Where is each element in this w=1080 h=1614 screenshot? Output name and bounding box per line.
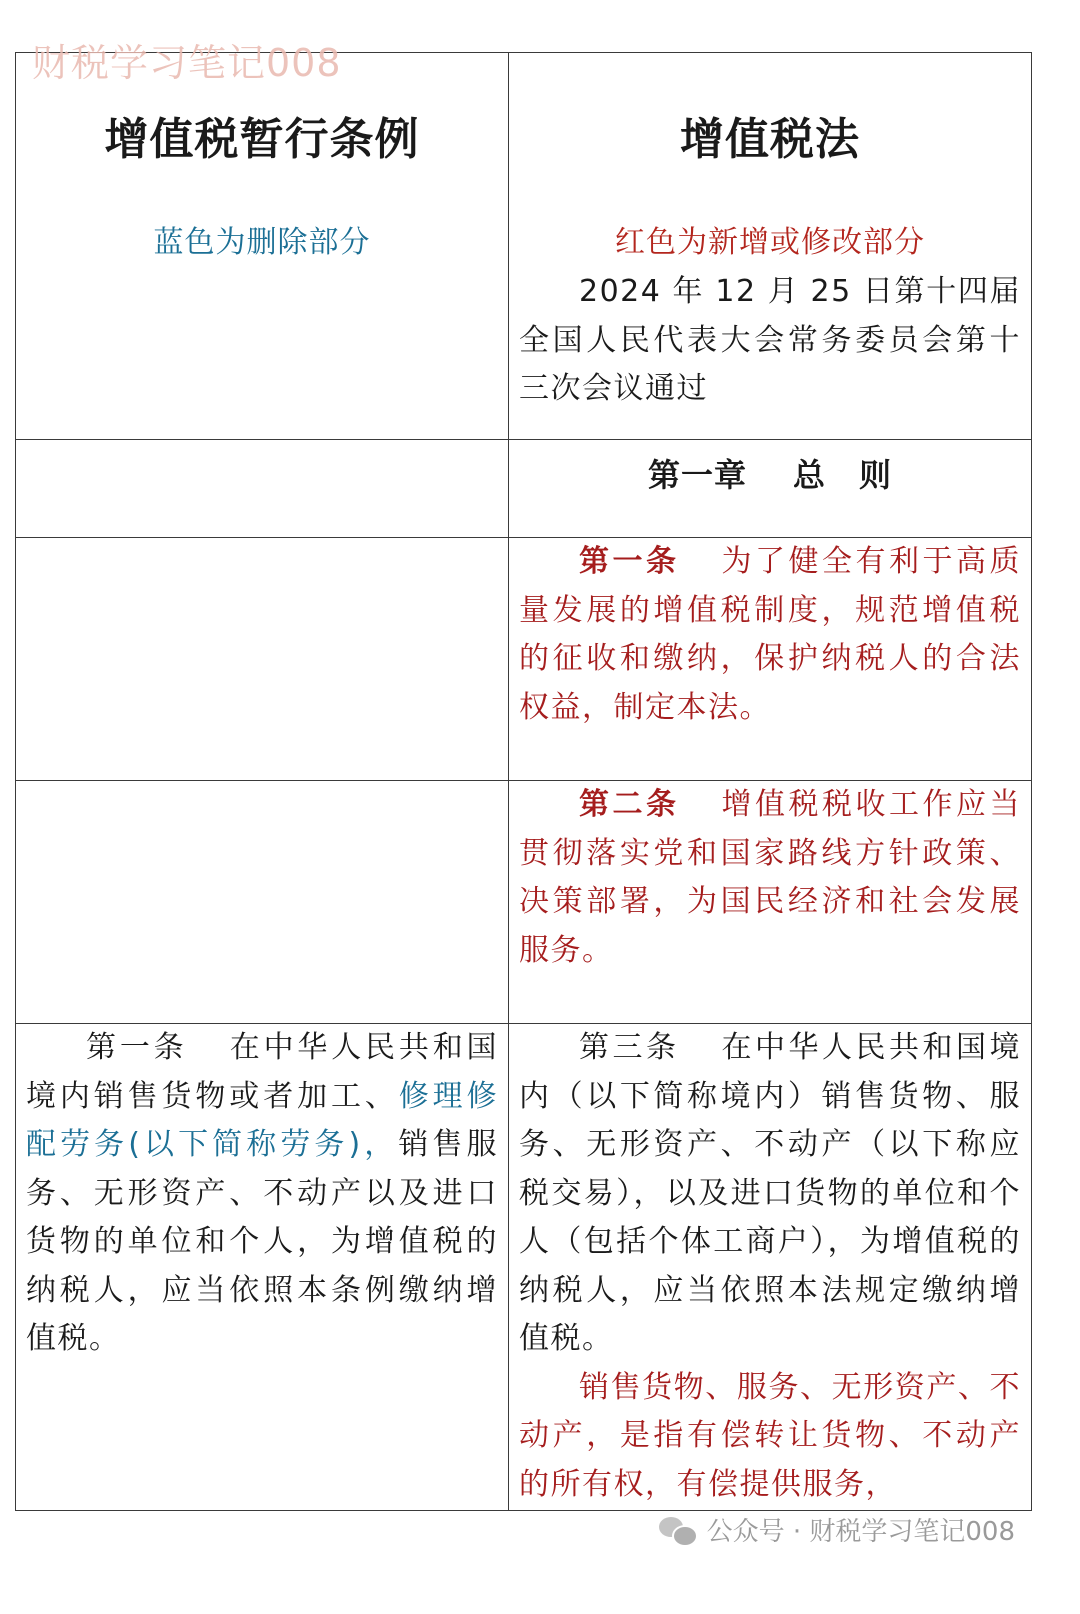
article-label: 第一条 bbox=[86, 1030, 188, 1065]
article-label: 第二条 bbox=[579, 787, 680, 822]
article-cell bbox=[509, 538, 1032, 781]
deleted-text: 修理修配劳务(以下简称劳务)， bbox=[26, 1078, 499, 1162]
article-text: 在中华人民共和国境内（以下简称境内）销售货物、服务、无形资产、不动产（以下称应税交易），以及进口货物的单位和个人（包括个体工商户），为增值税的纳税人，应当依照本法规定缴纳增值税。 bbox=[519, 1030, 1021, 1356]
chapter-heading bbox=[509, 450, 1031, 496]
article-paragraph bbox=[509, 1024, 1031, 1364]
chapter-cell bbox=[509, 440, 1032, 538]
comparison-table bbox=[15, 52, 1032, 1511]
article-cell bbox=[509, 1024, 1032, 1511]
chapter-label: 第一章 bbox=[647, 456, 747, 494]
empty-cell bbox=[16, 538, 509, 781]
table-row bbox=[16, 53, 1032, 440]
article-text: 在中华人民共和国境内销售货物或者加工、 bbox=[26, 1030, 499, 1114]
table-row bbox=[16, 1024, 1032, 1511]
article-label: 第三条 bbox=[579, 1030, 680, 1065]
article-paragraph bbox=[509, 781, 1031, 975]
right-column-title: 增值税法 bbox=[680, 114, 860, 165]
chapter-name: 总 则 bbox=[793, 456, 893, 494]
article-label: 第一条 bbox=[579, 544, 680, 579]
article-text: 销售服务、无形资产、不动产以及进口货物的单位和个人，为增值税的纳税人，应当依照本条例缴纳增值税。 bbox=[26, 1127, 498, 1356]
added-paragraph: 销售货物、服务、无形资产、不动产，是指有偿转让货物、不动产的所有权，有偿提供服务， bbox=[519, 1369, 1021, 1502]
footer-text: 公众号 · 财税学习笔记008 bbox=[706, 1517, 1015, 1547]
article-paragraph bbox=[16, 1024, 508, 1364]
table-row bbox=[16, 440, 1032, 538]
table-row bbox=[16, 538, 1032, 781]
right-header-cell bbox=[509, 53, 1032, 440]
deleted-legend: 蓝色为删除部分 bbox=[153, 225, 371, 260]
watermark-text: 财税学习笔记008 bbox=[32, 41, 342, 85]
added-legend: 红色为新增或修改部分 bbox=[615, 225, 925, 260]
table-row bbox=[16, 781, 1032, 1024]
wechat-icon bbox=[659, 1515, 697, 1545]
article-text: 为了健全有利于高质量发展的增值税制度，规范增值税的征收和缴纳，保护纳税人的合法权益，制定本法。 bbox=[519, 544, 1021, 725]
footer-watermark bbox=[659, 1511, 1015, 1548]
empty-cell bbox=[16, 781, 509, 1024]
article-paragraph bbox=[509, 538, 1031, 732]
article-text: 增值税税收工作应当贯彻落实党和国家路线方针政策、决策部署，为国民经济和社会发展服务。 bbox=[519, 787, 1021, 968]
left-header-cell bbox=[16, 53, 509, 440]
adoption-note: 2024 年 12 月 25 日第十四届全国人民代表大会常务委员会第十三次会议通过 bbox=[519, 274, 1021, 406]
empty-cell bbox=[16, 440, 509, 538]
old-article-cell bbox=[16, 1024, 509, 1511]
left-column-title: 增值税暂行条例 bbox=[104, 114, 420, 165]
article-cell bbox=[509, 781, 1032, 1024]
